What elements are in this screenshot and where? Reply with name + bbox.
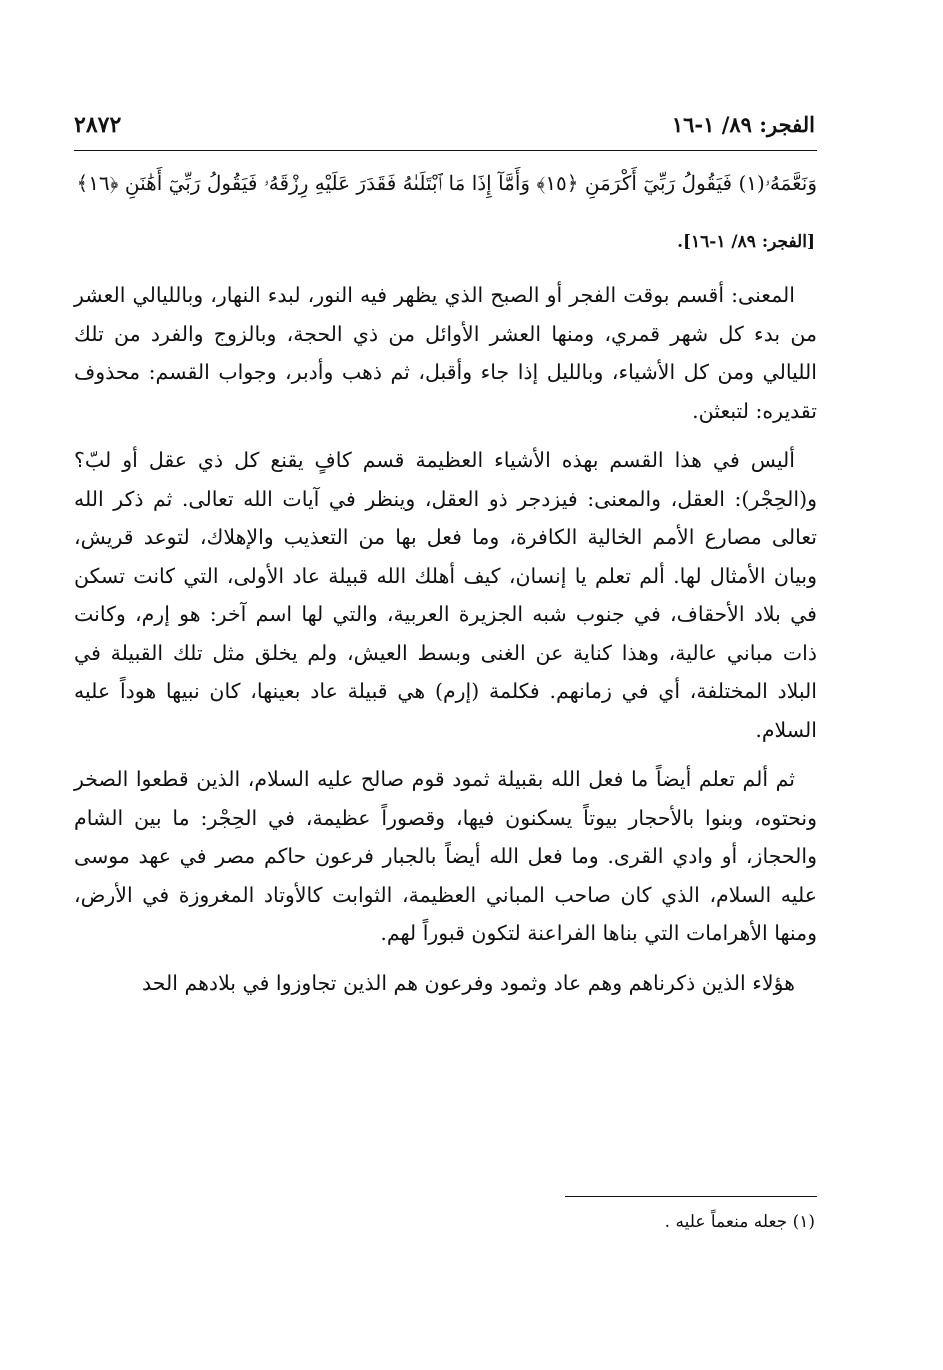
quran-verse: وَنَعَّمَهُۥ(١) فَيَقُولُ رَبِّيٓ أَكْرَمَنِ ﴿١٥﴾ وَأَمَّآ إِذَا مَا ٱبْتَلَىٰهُ فَقَدَرَ عَلَيْهِ رِزْقَهُۥ فَيَقُولُ رَبِّيٓ أَهَٰنَنِ ﴿١٦﴾ bbox=[76, 171, 817, 195]
paragraph: أليس في هذا القسم بهذه الأشياء العظيمة قسم كافٍ يقنع كل ذي عقل أو لبّ؟ و(الحِجْر): العقل، والمعنى: فيزدجر ذو العقل، وينظر في آيات الله تعالى. ثم ذكر الله تعالى مصارع الأمم الخالية الكافرة، وما فعل بها من التعذيب والإهلاك، لتوعد قريش، وبيان الأمثال لها. ألم تعلم يا إنسان، كيف أهلك الله قبيلة عاد الأولى، التي كانت تسكن في بلاد الأحقاف، في جنوب شبه الجزيرة العربية، والتي لها اسم آخر: هو إرم، وكانت ذات مباني عالية، وهذا كناية عن الغنى وبسط العيش، ولم يخلق مثل تلك القبيلة في البلاد المختلفة، أي في زمانهم. فكلمة (إرم) هي قبيلة عاد بعينها، كان نبيها هوداً عليه السلام. bbox=[74, 448, 817, 742]
page-number: ٢٨٧٢ bbox=[74, 112, 122, 138]
running-header-surah: الفجر: ٨٩/ ١-١٦ bbox=[671, 112, 815, 137]
quran-reference: [الفجر: ٨٩/ ١-١٦]. bbox=[677, 232, 815, 252]
paragraph: هؤلاء الذين ذكرناهم وهم عاد وثمود وفرعون هم الذين تجاوزوا في بلادهم الحد bbox=[142, 970, 795, 995]
footnote: (١) جعله منعماً عليه . bbox=[664, 1212, 815, 1232]
footnote-divider bbox=[565, 1196, 817, 1197]
paragraph: المعنى: أقسم بوقت الفجر أو الصبح الذي يظهر فيه النور، لبدء النهار، وبالليالي العشر من بدء كل شهر قمري، ومنها العشر الأوائل من ذي الحجة، وبالزوج والفرد من تلك الليالي ومن كل الأشياء، وبالليل إذا جاء وأقبل، ثم ذهب وأدبر، وجواب القسم: محذوف تقديره: لتبعثن. bbox=[74, 283, 817, 423]
paragraph: ثم ألم تعلم أيضاً ما فعل الله بقبيلة ثمود قوم صالح عليه السلام، الذين قطعوا الصخر ونحتوه، وبنوا بالأحجار بيوتاً يسكنون فيها، وقصوراً عظيمة، في الحِجْر: ما بين الشام والحجاز، أو وادي القرى. وما فعل الله أيضاً بالجبار فرعون حاكم مصر في عهد موسى عليه السلام، الذي كان صاحب المباني العظيمة، الثوابت كالأوتاد المغروزة في الأرض، ومنها الأهرامات التي بناها الفراعنة لتكون قبوراً لهم. bbox=[74, 767, 817, 945]
header-divider bbox=[74, 150, 817, 151]
commentary-body bbox=[74, 276, 817, 1013]
